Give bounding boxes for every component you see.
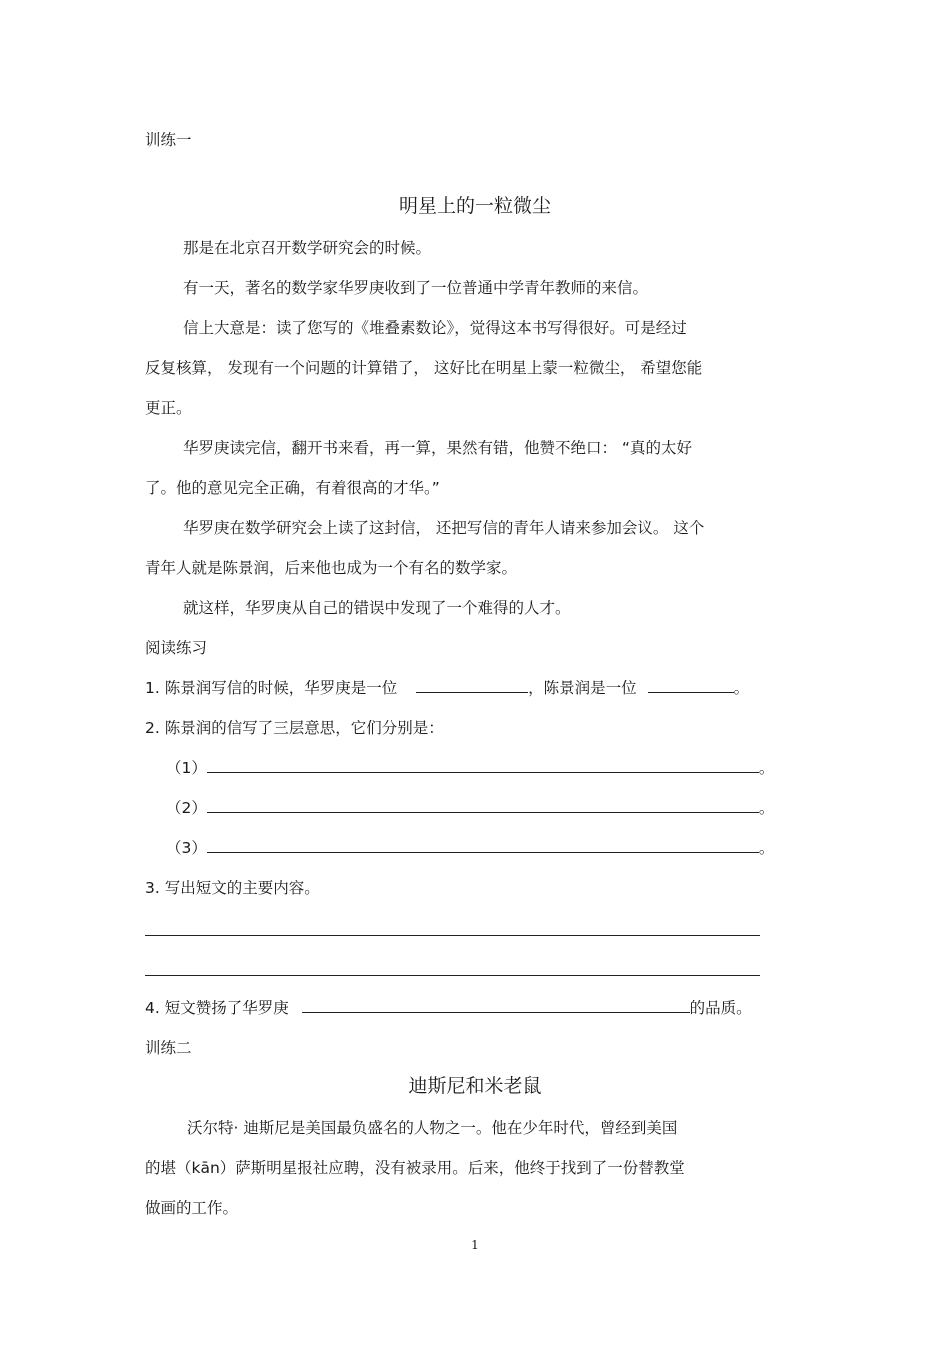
answer-item-end: 。 <box>758 759 775 777</box>
question-3: 3. 写出短文的主要内容。 <box>145 879 320 897</box>
question-1-text-b: ，陈景润是一位 <box>528 679 637 697</box>
paragraph-line: 信上大意是：读了您写的《堆叠素数论》，觉得这本书写得很好。可是经过 <box>183 319 687 337</box>
paragraph-line: 华罗庚在数学研究会上读了这封信， 还把写信的青年人请来参加会议。 这个 <box>183 519 705 537</box>
answer-blank-2-3[interactable] <box>207 838 759 853</box>
paragraph-line: 有一天，著名的数学家华罗庚收到了一位普通中学青年教师的来信。 <box>183 279 649 297</box>
answer-item-3 <box>166 838 774 858</box>
article-title-1: 明星上的一粒微尘 <box>398 195 551 217</box>
answer-line-3a[interactable] <box>145 935 760 936</box>
answer-item-label: （3） <box>166 839 207 857</box>
paragraph-line: 华罗庚读完信，翻开书来看，再一算，果然有错，他赞不绝口： “真的太好 <box>183 439 692 457</box>
question-1 <box>145 678 749 698</box>
paragraph-line: 更正。 <box>145 399 192 417</box>
answer-item-2 <box>166 798 774 818</box>
answer-blank-2-1[interactable] <box>207 758 759 773</box>
paragraph-line: 做画的工作。 <box>145 1199 239 1217</box>
question-1-text-a: 1. 陈景润写信的时候，华罗庚是一位 <box>145 679 398 697</box>
paragraph-line: 那是在北京召开数学研究会的时候。 <box>183 239 432 257</box>
section-label-1: 训练一 <box>145 131 192 149</box>
answer-item-end: 。 <box>758 839 775 857</box>
paragraph-line: 了。他的意见完全正确，有着很高的才华。” <box>145 479 440 497</box>
question-1-end: 。 <box>733 679 750 697</box>
section-label-2: 训练二 <box>145 1039 192 1057</box>
paragraph-line: 青年人就是陈景润，后来他也成为一个有名的数学家。 <box>145 559 518 577</box>
paragraph-line: 的堪（kān）萨斯明星报社应聘，没有被录用。后来，他终于找到了一份替教堂 <box>145 1159 685 1177</box>
question-2: 2. 陈景润的信写了三层意思，它们分别是： <box>145 719 444 737</box>
answer-item-label: （2） <box>166 799 207 817</box>
paragraph-line: 沃尔特· 迪斯尼是美国最负盛名的人物之一。他在少年时代，曾经到美国 <box>187 1119 678 1137</box>
question-4-text-b: 的品质。 <box>689 999 752 1017</box>
paragraph-line: 反复核算， 发现有一个问题的计算错了， 这好比在明星上蒙一粒微尘， 希望您能 <box>145 359 703 377</box>
question-4-text-a: 4. 短文赞扬了华罗庚 <box>145 999 289 1017</box>
answer-blank-4[interactable] <box>302 998 690 1013</box>
paragraph-line: 就这样，华罗庚从自己的错误中发现了一个难得的人才。 <box>183 599 571 617</box>
answer-item-label: （1） <box>166 759 207 777</box>
article-title-2: 迪斯尼和米老鼠 <box>408 1075 542 1097</box>
exercise-heading: 阅读练习 <box>145 639 208 657</box>
question-4 <box>145 998 752 1018</box>
answer-blank-1b[interactable] <box>648 678 734 693</box>
answer-line-3b[interactable] <box>145 975 760 976</box>
answer-item-end: 。 <box>758 799 775 817</box>
page-number: 1 <box>471 1238 479 1252</box>
answer-blank-2-2[interactable] <box>207 798 759 813</box>
answer-blank-1a[interactable] <box>416 678 528 693</box>
answer-item-1 <box>166 758 774 778</box>
